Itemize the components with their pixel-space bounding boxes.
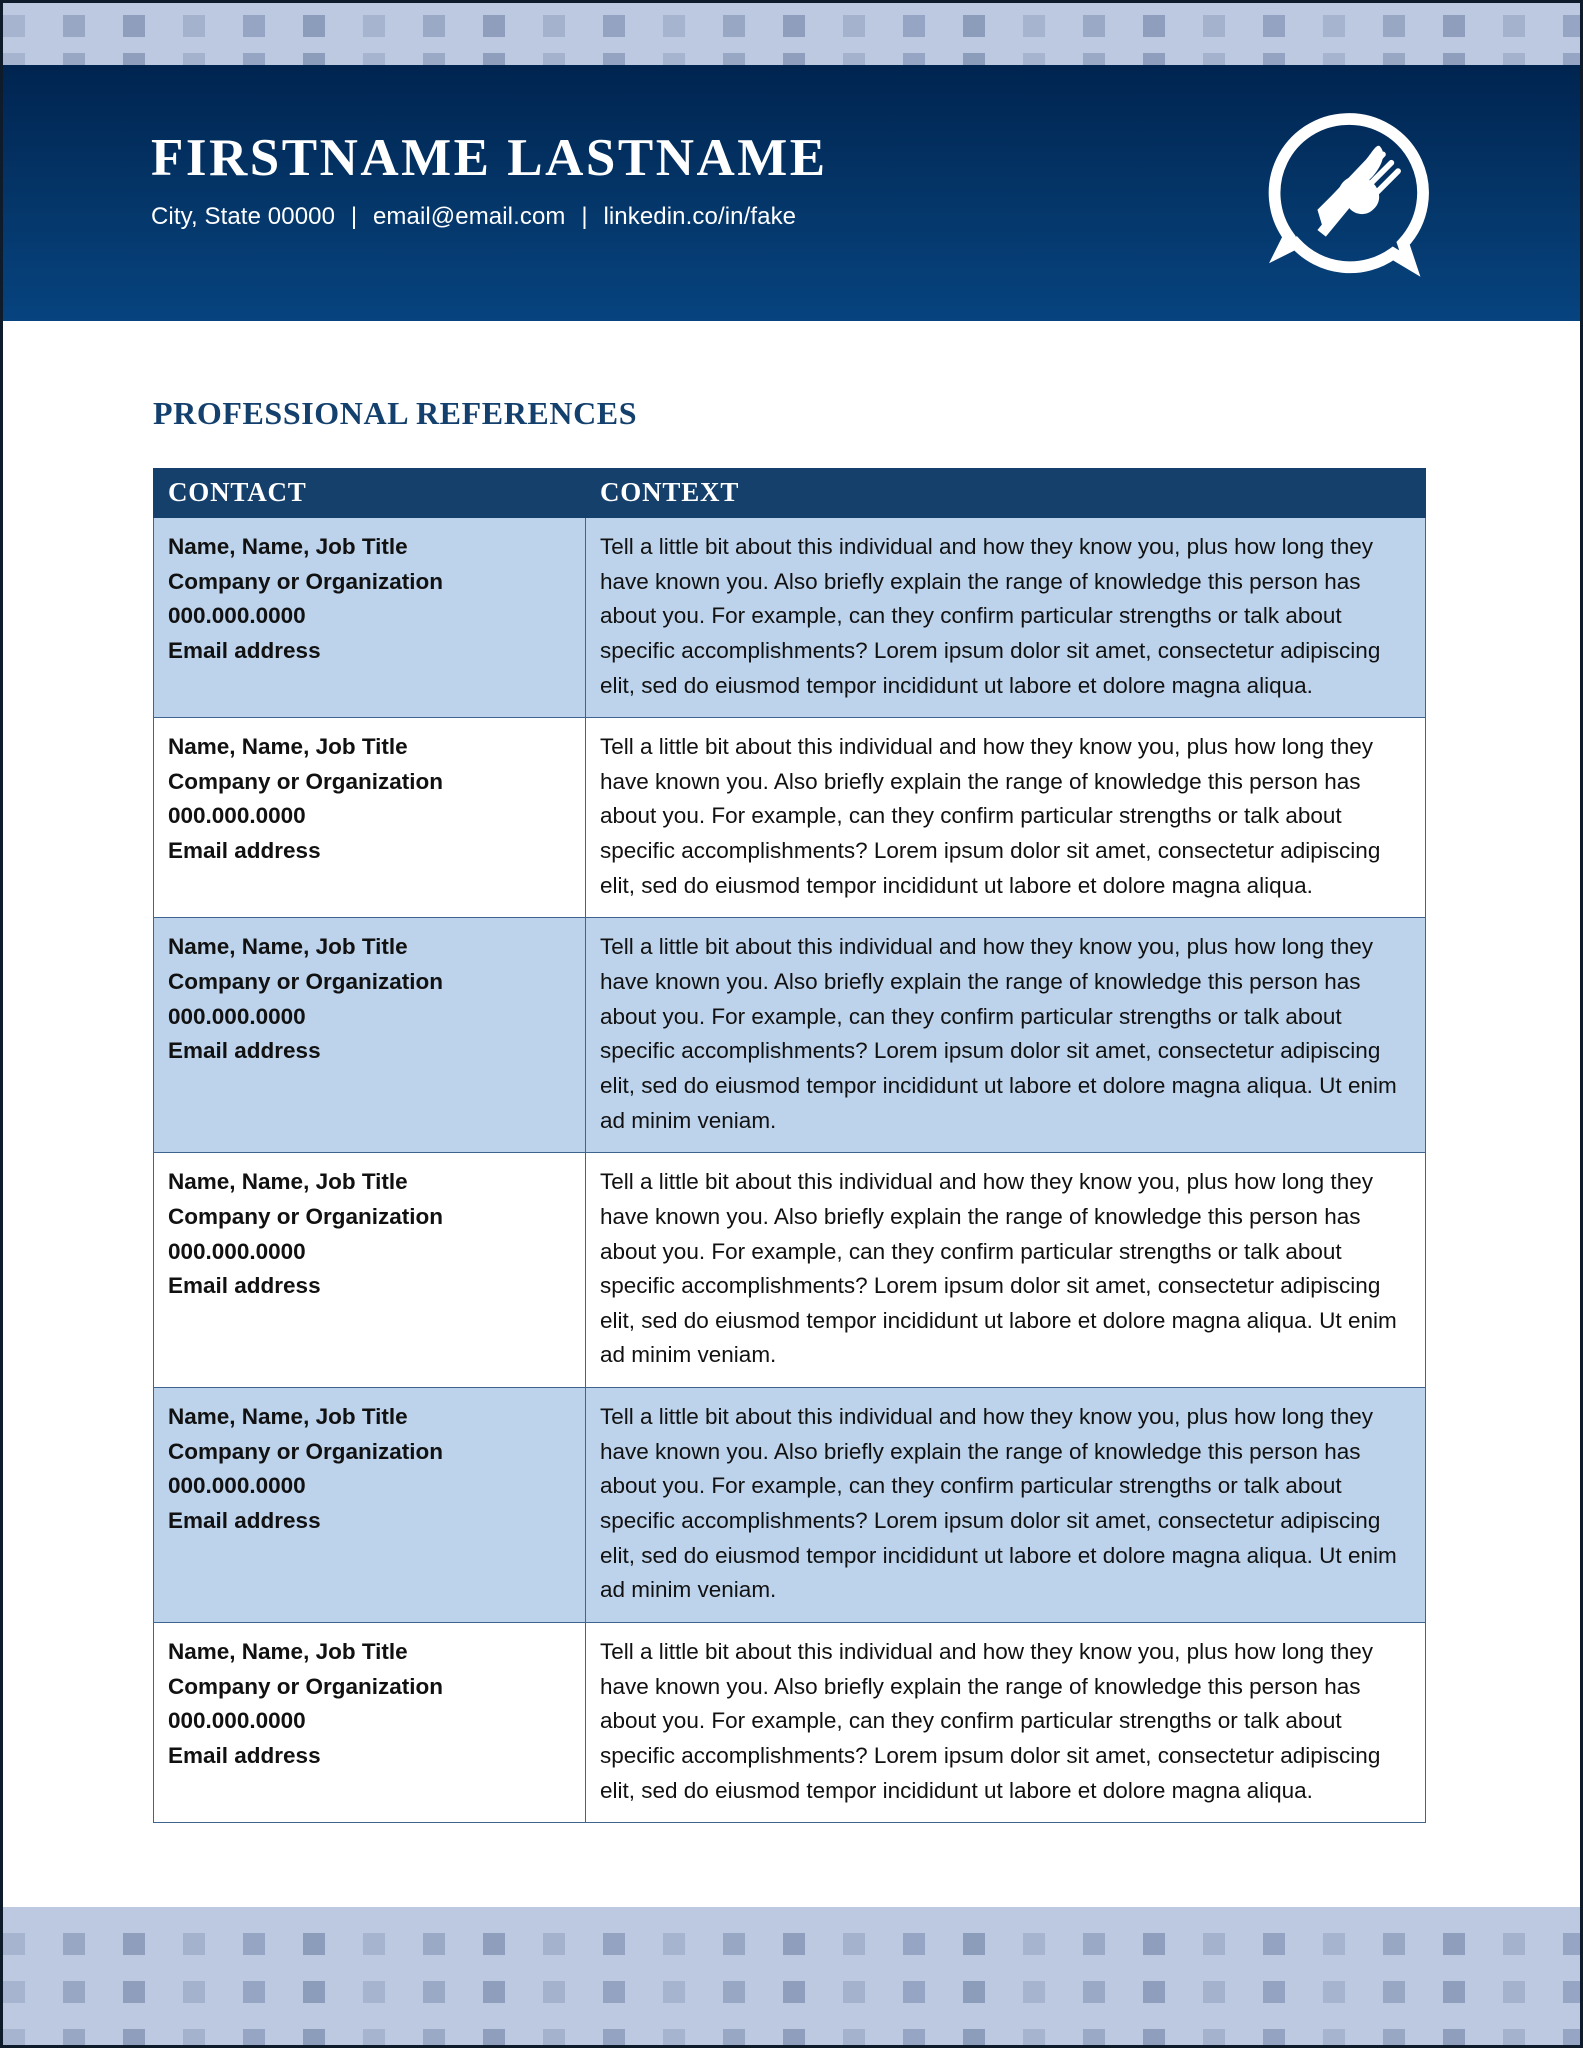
decorative-square <box>603 2029 625 2045</box>
reference-context-cell <box>586 1153 1426 1388</box>
column-header-context: CONTEXT <box>586 469 1426 518</box>
decorative-square <box>783 1933 805 1955</box>
decorative-square <box>363 2029 385 2045</box>
table-row <box>154 1153 1426 1388</box>
reference-organization: Company or Organization <box>168 969 444 995</box>
decorative-square <box>483 2029 505 2045</box>
decorative-square <box>183 15 205 37</box>
reference-contact-cell <box>154 1388 586 1623</box>
decorative-square <box>903 1933 925 1955</box>
decorative-square <box>843 1933 865 1955</box>
reference-organization: Company or Organization <box>168 568 444 594</box>
decorative-square <box>363 53 385 65</box>
decorative-square <box>123 1981 145 2003</box>
decorative-square <box>1563 1981 1580 2003</box>
reference-name-title: Name, Name, Job Title <box>168 1404 408 1430</box>
reference-context-cell <box>586 718 1426 918</box>
decorative-square <box>1503 53 1525 65</box>
decorative-square <box>63 1981 85 2003</box>
decorative-square <box>603 1933 625 1955</box>
decorative-square <box>1083 2029 1105 2045</box>
bottom-decorative-band <box>3 1907 1580 2045</box>
page-header <box>3 65 1580 321</box>
decorative-square <box>1563 2029 1580 2045</box>
decorative-square <box>1263 15 1285 37</box>
decorative-square <box>1563 1933 1580 1955</box>
decorative-square <box>903 53 925 65</box>
decorative-square <box>1263 1933 1285 1955</box>
contact-email[interactable]: email@email.com <box>372 202 566 230</box>
decorative-square <box>723 2029 745 2045</box>
decorative-square <box>963 2029 985 2045</box>
reference-context-text: Tell a little bit about this individual and how they know you, plus how long they have known you. Also briefly explain the range of knowledge this person has about you. For example, can they confirm particular strengths or talk about specific accomplishments? Lorem ipsum dolor sit amet, consectetur adipiscing elit, sed do eiusmod tempor incididunt ut labore et dolore magna aliqua. <box>600 734 1381 898</box>
contact-location: City, State 00000 <box>151 202 336 230</box>
reference-context-cell <box>586 1622 1426 1822</box>
references-table <box>153 468 1426 1823</box>
section-title: PROFESSIONAL REFERENCES <box>153 395 638 431</box>
decorative-square <box>1503 1933 1525 1955</box>
decorative-square <box>603 53 625 65</box>
decorative-square <box>543 15 565 37</box>
decorative-square <box>483 15 505 37</box>
decorative-square <box>1203 15 1225 37</box>
reference-contact-cell <box>154 718 586 918</box>
column-header-contact: CONTACT <box>154 469 586 518</box>
decorative-square <box>1443 15 1465 37</box>
reference-context-text: Tell a little bit about this individual and how they know you, plus how long they have known you. Also briefly explain the range of knowledge this person has about you. For example, can they confirm particular strengths or talk about specific accomplishments? Lorem ipsum dolor sit amet, consectetur adipiscing elit, sed do eiusmod tempor incididunt ut labore et dolore magna aliqua. Ut enim ad minim veniam. <box>600 1404 1397 1603</box>
decorative-square-row <box>3 1933 1580 1955</box>
decorative-square <box>663 53 685 65</box>
decorative-square <box>1083 53 1105 65</box>
decorative-square <box>903 1981 925 2003</box>
decorative-square <box>303 15 325 37</box>
decorative-square <box>303 53 325 65</box>
reference-contact-cell <box>154 1622 586 1822</box>
decorative-square <box>243 1933 265 1955</box>
decorative-square <box>1203 53 1225 65</box>
decorative-square <box>1383 2029 1405 2045</box>
decorative-square <box>303 1981 325 2003</box>
decorative-square <box>423 1981 445 2003</box>
reference-phone: 000.000.0000 <box>168 1003 306 1029</box>
decorative-square <box>1263 53 1285 65</box>
decorative-square <box>963 1933 985 1955</box>
fork-knife-plate-icon <box>1262 109 1430 277</box>
decorative-square <box>303 1933 325 1955</box>
table-row <box>154 518 1426 718</box>
decorative-square <box>963 15 985 37</box>
decorative-square <box>483 1981 505 2003</box>
reference-name-title: Name, Name, Job Title <box>168 734 408 760</box>
reference-organization: Company or Organization <box>168 1203 444 1229</box>
reference-contact-cell <box>154 518 586 718</box>
decorative-square <box>1563 53 1580 65</box>
table-row <box>154 1388 1426 1623</box>
decorative-square <box>1323 53 1345 65</box>
decorative-square <box>423 1933 445 1955</box>
decorative-square <box>63 53 85 65</box>
decorative-square <box>1383 1933 1405 1955</box>
page-title: FIRSTNAME LASTNAME <box>151 129 828 187</box>
decorative-square <box>363 15 385 37</box>
decorative-square <box>1083 15 1105 37</box>
decorative-square <box>1143 2029 1165 2045</box>
reference-organization: Company or Organization <box>168 1673 444 1699</box>
reference-email: Email address <box>168 1742 321 1768</box>
reference-contact-cell <box>154 1153 586 1388</box>
decorative-square <box>1503 15 1525 37</box>
decorative-square <box>423 2029 445 2045</box>
decorative-square <box>783 53 805 65</box>
decorative-square <box>3 53 25 65</box>
decorative-square <box>123 2029 145 2045</box>
decorative-square <box>303 2029 325 2045</box>
table-row <box>154 1622 1426 1822</box>
reference-context-text: Tell a little bit about this individual and how they know you, plus how long they have known you. Also briefly explain the range of knowledge this person has about you. For example, can they confirm particular strengths or talk about specific accomplishments? Lorem ipsum dolor sit amet, consectetur adipiscing elit, sed do eiusmod tempor incididunt ut labore et dolore magna aliqua. Ut enim ad minim veniam. <box>600 1169 1397 1368</box>
decorative-square <box>1443 1981 1465 2003</box>
reference-phone: 000.000.0000 <box>168 1708 306 1734</box>
decorative-square <box>123 53 145 65</box>
reference-context-text: Tell a little bit about this individual and how they know you, plus how long they have known you. Also briefly explain the range of knowledge this person has about you. For example, can they confirm particular strengths or talk about specific accomplishments? Lorem ipsum dolor sit amet, consectetur adipiscing elit, sed do eiusmod tempor incididunt ut labore et dolore magna aliqua. <box>600 1638 1381 1803</box>
decorative-square-row <box>3 2029 1580 2045</box>
decorative-square <box>243 53 265 65</box>
decorative-square <box>483 1933 505 1955</box>
decorative-square <box>963 1981 985 2003</box>
decorative-square <box>1083 1981 1105 2003</box>
decorative-square <box>543 1981 565 2003</box>
reference-organization: Company or Organization <box>168 768 444 794</box>
reference-contact-cell <box>154 918 586 1153</box>
decorative-square <box>843 15 865 37</box>
decorative-square <box>183 53 205 65</box>
decorative-square <box>663 1933 685 1955</box>
decorative-square <box>1323 15 1345 37</box>
decorative-square <box>1323 1933 1345 1955</box>
contact-separator: | <box>581 202 588 230</box>
decorative-square <box>1083 1933 1105 1955</box>
table-row <box>154 918 1426 1153</box>
decorative-square <box>1023 1981 1045 2003</box>
decorative-square <box>663 1981 685 2003</box>
decorative-square <box>843 53 865 65</box>
decorative-square <box>1443 1933 1465 1955</box>
decorative-square-row <box>3 15 1580 37</box>
reference-phone: 000.000.0000 <box>168 1238 306 1264</box>
decorative-square <box>243 2029 265 2045</box>
decorative-square <box>1023 1933 1045 1955</box>
reference-phone: 000.000.0000 <box>168 603 306 629</box>
reference-email: Email address <box>168 637 321 663</box>
decorative-square <box>543 2029 565 2045</box>
decorative-square <box>1203 1981 1225 2003</box>
decorative-square <box>903 2029 925 2045</box>
decorative-square <box>183 1981 205 2003</box>
reference-email: Email address <box>168 838 321 864</box>
reference-email: Email address <box>168 1038 321 1064</box>
decorative-square <box>363 1981 385 2003</box>
decorative-square-row <box>3 1981 1580 2003</box>
contact-linkedin[interactable]: linkedin.co/in/fake <box>603 202 797 230</box>
decorative-square <box>543 1933 565 1955</box>
decorative-square <box>1443 53 1465 65</box>
decorative-square <box>63 1933 85 1955</box>
decorative-square <box>3 1933 25 1955</box>
decorative-square <box>1263 1981 1285 2003</box>
contact-line <box>151 203 828 231</box>
decorative-square <box>1143 53 1165 65</box>
decorative-square <box>603 15 625 37</box>
reference-email: Email address <box>168 1508 321 1534</box>
decorative-square <box>543 53 565 65</box>
decorative-square <box>663 2029 685 2045</box>
decorative-square <box>1383 15 1405 37</box>
reference-organization: Company or Organization <box>168 1438 444 1464</box>
decorative-square <box>3 15 25 37</box>
decorative-square <box>1323 1981 1345 2003</box>
reference-phone: 000.000.0000 <box>168 803 306 829</box>
decorative-square <box>363 1933 385 1955</box>
reference-context-text: Tell a little bit about this individual and how they know you, plus how long they have known you. Also briefly explain the range of knowledge this person has about you. For example, can they confirm particular strengths or talk about specific accomplishments? Lorem ipsum dolor sit amet, consectetur adipiscing elit, sed do eiusmod tempor incididunt ut labore et dolore magna aliqua. <box>600 534 1381 698</box>
decorative-square <box>1563 15 1580 37</box>
decorative-square <box>243 15 265 37</box>
top-decorative-band <box>3 3 1580 65</box>
decorative-square <box>1023 2029 1045 2045</box>
decorative-square <box>1143 1981 1165 2003</box>
reference-name-title: Name, Name, Job Title <box>168 1638 408 1664</box>
decorative-square <box>1383 53 1405 65</box>
decorative-square <box>1263 2029 1285 2045</box>
decorative-square-row <box>3 53 1580 65</box>
decorative-square <box>483 53 505 65</box>
decorative-square <box>1203 1933 1225 1955</box>
decorative-square <box>783 1981 805 2003</box>
reference-name-title: Name, Name, Job Title <box>168 534 408 559</box>
table-header-row <box>154 469 1426 518</box>
reference-context-cell <box>586 918 1426 1153</box>
decorative-square <box>3 2029 25 2045</box>
decorative-square <box>1143 1933 1165 1955</box>
name-block <box>151 123 828 231</box>
decorative-square <box>63 2029 85 2045</box>
decorative-square <box>843 2029 865 2045</box>
decorative-square <box>903 15 925 37</box>
decorative-square <box>723 15 745 37</box>
decorative-square <box>663 15 685 37</box>
decorative-square <box>1203 2029 1225 2045</box>
page-content <box>3 321 1580 1823</box>
decorative-square <box>1023 53 1045 65</box>
decorative-square <box>1143 15 1165 37</box>
decorative-square <box>843 1981 865 2003</box>
decorative-square <box>1443 2029 1465 2045</box>
contact-separator: | <box>350 202 358 230</box>
decorative-square <box>1323 2029 1345 2045</box>
decorative-square <box>423 53 445 65</box>
decorative-square <box>603 1981 625 2003</box>
decorative-square <box>183 1933 205 1955</box>
decorative-square <box>123 1933 145 1955</box>
reference-context-cell <box>586 518 1426 718</box>
decorative-square <box>1503 1981 1525 2003</box>
decorative-square <box>723 1933 745 1955</box>
decorative-square <box>1023 15 1045 37</box>
decorative-square <box>783 15 805 37</box>
decorative-square <box>783 2029 805 2045</box>
reference-email: Email address <box>168 1273 321 1299</box>
decorative-square <box>1503 2029 1525 2045</box>
decorative-square <box>123 15 145 37</box>
reference-name-title: Name, Name, Job Title <box>168 934 408 960</box>
decorative-square <box>723 1981 745 2003</box>
decorative-square <box>243 1981 265 2003</box>
decorative-square <box>423 15 445 37</box>
reference-name-title: Name, Name, Job Title <box>168 1169 408 1195</box>
decorative-square <box>3 1981 25 2003</box>
reference-phone: 000.000.0000 <box>168 1473 306 1499</box>
reference-context-text: Tell a little bit about this individual and how they know you, plus how long they have known you. Also briefly explain the range of knowledge this person has about you. For example, can they confirm particular strengths or talk about specific accomplishments? Lorem ipsum dolor sit amet, consectetur adipiscing elit, sed do eiusmod tempor incididunt ut labore et dolore magna aliqua. Ut enim ad minim veniam. <box>600 934 1397 1133</box>
decorative-square <box>63 15 85 37</box>
decorative-square <box>723 53 745 65</box>
table-row <box>154 718 1426 918</box>
decorative-square <box>1383 1981 1405 2003</box>
decorative-square <box>963 53 985 65</box>
reference-context-cell <box>586 1388 1426 1623</box>
decorative-square <box>183 2029 205 2045</box>
